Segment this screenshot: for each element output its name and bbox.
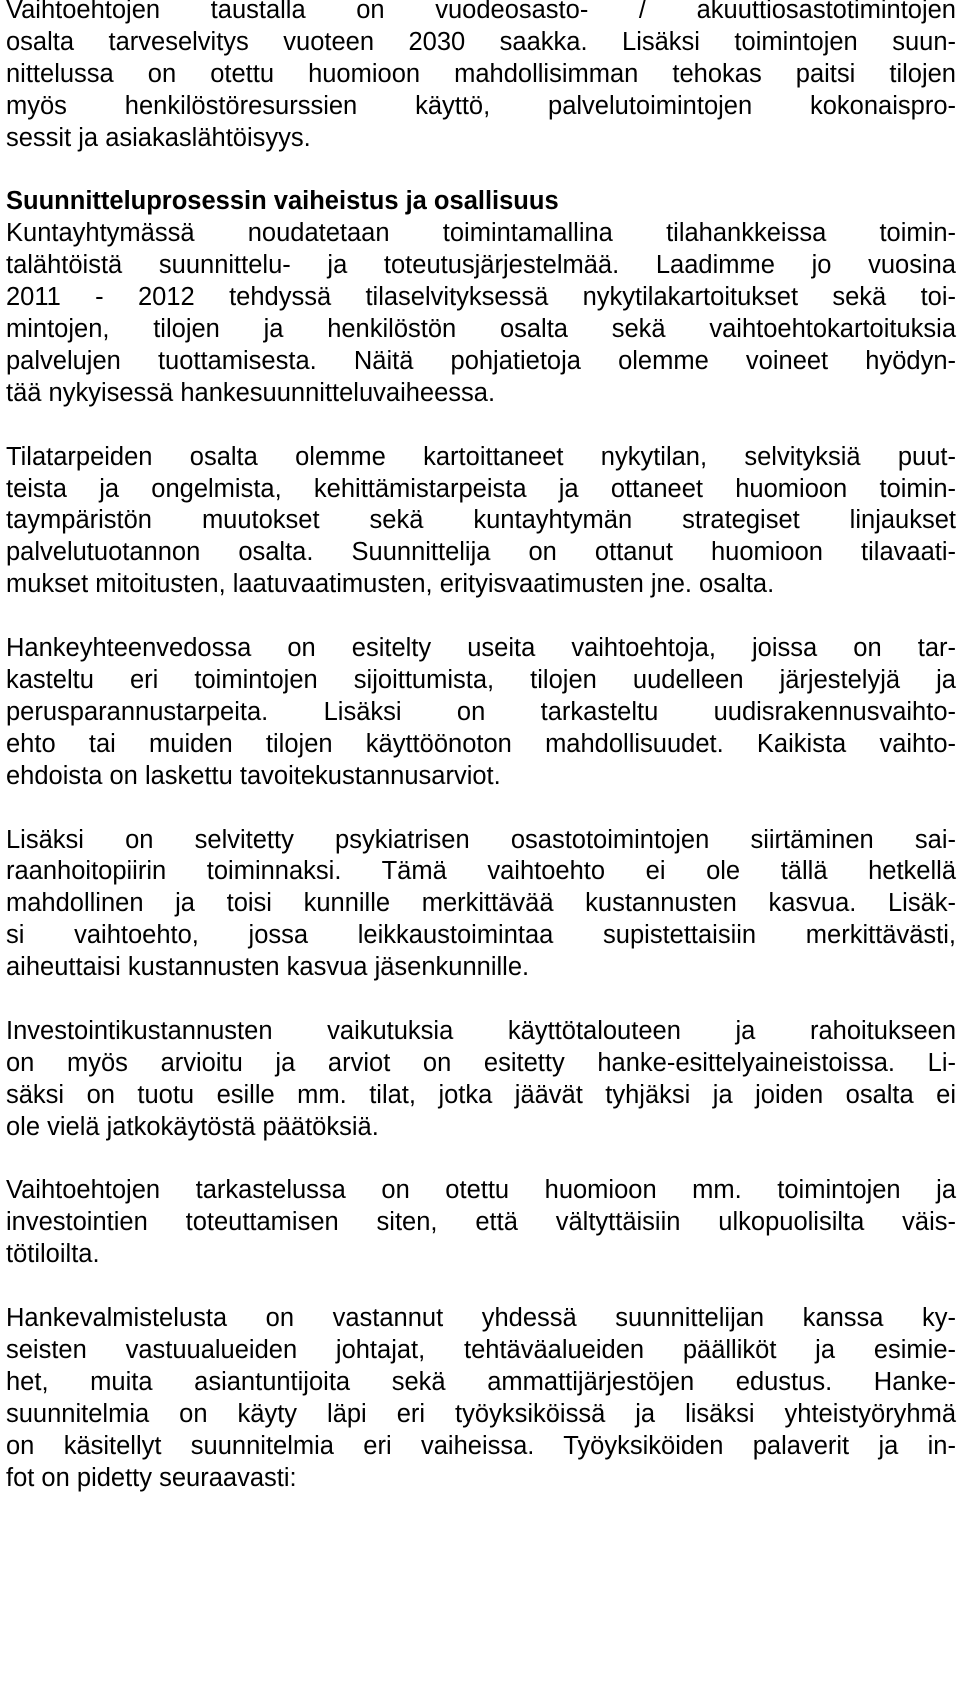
text-line: on myös arvioitu ja arviot on esitetty hanke-esittelyaineistoissa. Li- <box>6 1048 956 1077</box>
text-line: investointien toteuttamisen siten, että vältyttäisiin ulkopuolisilta väis- <box>6 1208 956 1237</box>
paragraph-space-needs <box>6 442 956 602</box>
text-line: fot on pidetty seuraavasti: <box>6 1463 297 1492</box>
text-line: seisten vastuualueiden johtajat, tehtäväalueiden päälliköt ja esimie- <box>6 1335 956 1364</box>
text-line: mahdollinen ja toisi kunnille merkittävää kustannusten kasvua. Lisäk- <box>6 889 956 918</box>
text-line: ole vielä jatkokäytöstä päätöksiä. <box>6 1112 379 1141</box>
text-line: Vaihtoehtojen taustalla on vuodeosasto- / akuuttiosastotimintojen <box>6 0 956 24</box>
paragraph-alternatives-review <box>6 1175 956 1271</box>
text-line: Tilatarpeiden osalta olemme kartoittaneet nykytilan, selvityksiä puut- <box>6 442 956 471</box>
text-line: teista ja ongelmista, kehittämistarpeista ja ottaneet huomioon toimin- <box>6 474 956 503</box>
text-line: Vaihtoehtojen tarkastelussa on otettu huomioon mm. toimintojen ja <box>6 1176 956 1205</box>
text-line: suunnitelmia on käyty läpi eri työyksiköissä ja lisäksi yhteistyöryhmä <box>6 1399 956 1428</box>
text-line: sessit ja asiakaslähtöisyys. <box>6 123 311 152</box>
text-line: palvelutuotannon osalta. Suunnittelija on ottanut huomioon tilavaati- <box>6 538 956 567</box>
text-line: säksi on tuotu esille mm. tilat, jotka jäävät tyhjäksi ja joiden osalta ei <box>6 1080 956 1109</box>
text-line: perusparannustarpeita. Lisäksi on tarkasteltu uudisrakennusvaihto- <box>6 697 956 726</box>
section-planning-process <box>6 186 956 409</box>
text-line: raanhoitopiirin toiminnaksi. Tämä vaihtoehto ei ole tällä hetkellä <box>6 857 956 886</box>
text-line: Kuntayhtymässä noudatetaan toimintamallina tilahankkeissa toimin- <box>6 219 956 248</box>
text-line: nittelussa on otettu huomioon mahdollisimman tehokas paitsi tilojen <box>6 59 956 88</box>
text-line: osalta tarveselvitys vuoteen 2030 saakka. Lisäksi toimintojen suun- <box>6 27 956 56</box>
text-line: taympäristön muutokset sekä kuntayhtymän strategiset linjaukset <box>6 506 956 535</box>
text-line: mintojen, tilojen ja henkilöstön osalta sekä vaihtoehtokartoituksia <box>6 315 956 344</box>
paragraph-background <box>6 0 956 155</box>
paragraph-psychiatric-transfer <box>6 825 956 985</box>
text-line: ehto tai muiden tilojen käyttöönoton mahdollisuudet. Kaikista vaihto- <box>6 729 956 758</box>
text-line: mukset mitoitusten, laatuvaatimusten, erityisvaatimusten jne. osalta. <box>6 570 775 599</box>
paragraph-investment-costs <box>6 1016 956 1144</box>
text-line: Hankeyhteenvedossa on esitelty useita vaihtoehtoja, joissa on tar- <box>6 634 956 663</box>
text-line: kasteltu eri toimintojen sijoittumista, tilojen uudelleen järjestelyjä ja <box>6 665 956 694</box>
text-line: Hankevalmistelusta on vastannut yhdessä suunnittelijan kanssa ky- <box>6 1304 956 1333</box>
text-line: palvelujen tuottamisesta. Näitä pohjatietoja olemme voineet hyödyn- <box>6 346 956 375</box>
paragraph-project-summary <box>6 633 956 793</box>
text-line: 2011 - 2012 tehdyssä tilaselvityksessä nykytilakartoitukset sekä toi- <box>6 283 956 312</box>
text-line: het, muita asiantuntijoita sekä ammattijärjestöjen edustus. Hanke- <box>6 1367 956 1396</box>
text-line: Lisäksi on selvitetty psykiatrisen osastotoimintojen siirtäminen sai- <box>6 825 956 854</box>
document-page <box>6 0 956 1526</box>
text-line: aiheuttaisi kustannusten kasvua jäsenkunnille. <box>6 953 530 982</box>
text-line: ehdoista on laskettu tavoitekustannusarviot. <box>6 761 501 790</box>
text-line: talähtöistä suunnittelu- ja toteutusjärjestelmää. Laadimme jo vuosina <box>6 251 956 280</box>
text-line: tää nykyisessä hankesuunnitteluvaiheessa. <box>6 378 496 407</box>
text-line: on käsitellyt suunnitelmia eri vaiheissa. Työyksiköiden palaverit ja in- <box>6 1431 956 1460</box>
section-heading: Suunnitteluprosessin vaiheistus ja osallisuus <box>6 187 559 216</box>
text-line: si vaihtoehto, jossa leikkaustoimintaa supistettaisiin merkittävästi, <box>6 921 956 950</box>
text-line: myös henkilöstöresurssien käyttö, palvelutoimintojen kokonaispro- <box>6 91 956 120</box>
paragraph-project-preparation <box>6 1303 956 1494</box>
text-line: Investointikustannusten vaikutuksia käyttötalouteen ja rahoitukseen <box>6 1016 956 1045</box>
text-line: tötiloilta. <box>6 1240 100 1269</box>
